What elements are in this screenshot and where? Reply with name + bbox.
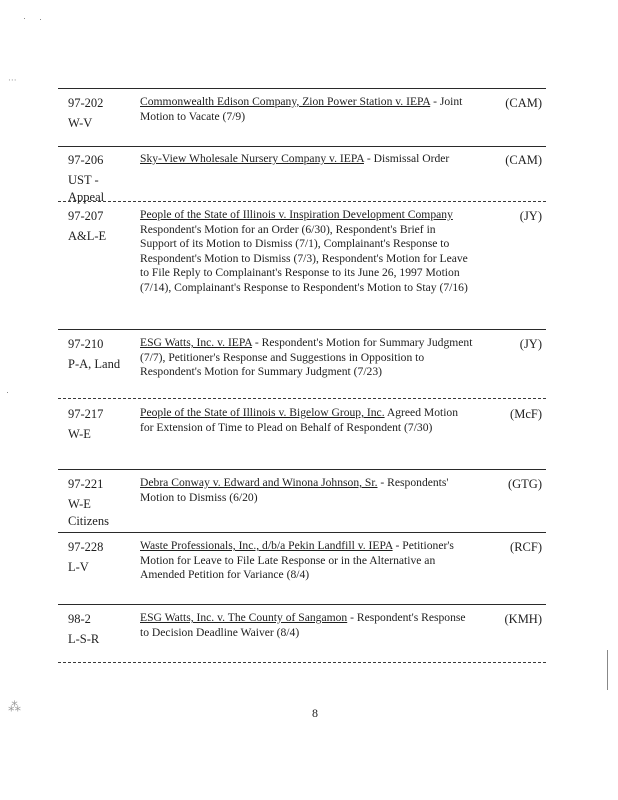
filing-text: Agreed Motion for Extension of Time to Plead on Behalf of Respondent (7/30) xyxy=(140,406,459,434)
entry-description xyxy=(140,208,474,296)
docket-number: 97-207 xyxy=(68,209,104,223)
hearing-officer: (JY) xyxy=(519,209,542,223)
docket-number: 97-228 xyxy=(68,540,104,554)
table-rule xyxy=(58,146,546,147)
case-title: Sky-View Wholesale Nursery Company v. IEPA xyxy=(140,152,364,165)
docket-number: 97-202 xyxy=(68,96,104,110)
docket-cell xyxy=(68,95,138,135)
hearing-officer: (CAM) xyxy=(505,96,542,110)
docket-number: 97-206 xyxy=(68,153,104,167)
table-rule xyxy=(58,662,546,663)
case-title: People of the State of Illinois v. Inspiration Development Company xyxy=(140,208,453,221)
docket-type: A&L-E xyxy=(68,229,107,243)
scan-stamp-mark: ⁂ xyxy=(8,700,21,715)
filing-text: Respondent's Motion for an Order (6/30), Respondent's Brief in Support of its Motion to Dismiss (7/1), Complainant's Response to Respondent's Motion to Dismiss (7/3), Respondent's Motion for Leave to File Reply to Complainant's Response to its June 26, 1997 Motion (7/14), Complainant's Response to Respondent's Motion to Stay (7/16) xyxy=(140,222,468,294)
scan-speck-mark: ··· xyxy=(8,76,17,86)
table-rule xyxy=(58,469,546,470)
case-title: ESG Watts, Inc. v. The County of Sangamon xyxy=(140,611,348,624)
entry-description xyxy=(140,95,474,124)
table-rule xyxy=(58,88,546,89)
docket-type: W-E xyxy=(68,427,91,441)
scan-speck xyxy=(24,18,25,19)
entry-description xyxy=(140,611,474,640)
docket-number: 98-2 xyxy=(68,612,91,626)
docket-cell xyxy=(68,611,138,651)
docket-cell xyxy=(68,539,138,579)
entry-description xyxy=(140,539,474,583)
filing-text: - Respondent's Motion for Summary Judgment (7/7), Petitioner's Response and Suggestions in Opposition to Respondent's Motion for Summary Judgment (7/23) xyxy=(140,336,473,379)
docket-cell xyxy=(68,336,138,376)
docket-number: 97-221 xyxy=(68,477,104,491)
scan-edge-mark xyxy=(607,650,608,690)
scan-speck xyxy=(40,19,41,20)
entry-description xyxy=(140,152,474,167)
hearing-officer: (McF) xyxy=(510,407,542,421)
case-title: Debra Conway v. Edward and Winona Johnson, Sr. xyxy=(140,476,378,489)
docket-cell xyxy=(68,476,138,533)
table-rule xyxy=(58,329,546,330)
hearing-officer: (GTG) xyxy=(507,477,542,491)
case-title: Commonwealth Edison Company, Zion Power Station v. IEPA xyxy=(140,95,431,108)
case-title: People of the State of Illinois v. Bigelow Group, Inc. xyxy=(140,406,385,419)
hearing-officer: (RCF) xyxy=(510,540,542,554)
filing-text: - Petitioner's Motion for Leave to File Late Response or in the Alternative an Amended Petition for Variance (8/4) xyxy=(140,539,454,582)
docket-cell xyxy=(68,406,138,446)
docket-type: P-A, Land xyxy=(68,357,121,371)
docket-cell xyxy=(68,208,138,248)
entry-description xyxy=(140,336,474,380)
docket-cell xyxy=(68,152,138,209)
docket-type: L-S-R xyxy=(68,632,100,646)
filing-text: - Dismissal Order xyxy=(363,152,450,165)
table-rule xyxy=(58,604,546,605)
docket-type: UST - Appeal xyxy=(68,173,105,204)
entry-description xyxy=(140,476,474,505)
docket-number: 97-210 xyxy=(68,337,104,351)
hearing-officer: (CAM) xyxy=(505,153,542,167)
case-title: Waste Professionals, Inc., d/b/a Pekin Landfill v. IEPA xyxy=(140,539,393,552)
docket-type: W-E Citizens xyxy=(68,497,109,528)
hearing-officer: (JY) xyxy=(519,337,542,351)
case-title: ESG Watts, Inc. v. IEPA xyxy=(140,336,253,349)
page-number: 8 xyxy=(312,706,318,720)
docket-type: L-V xyxy=(68,560,89,574)
docket-type: W-V xyxy=(68,116,93,130)
filing-text: - Respondents' Motion to Dismiss (6/20) xyxy=(140,476,449,504)
docket-number: 97-217 xyxy=(68,407,104,421)
entry-description xyxy=(140,406,474,435)
scan-speck xyxy=(7,392,8,393)
filing-text: - Respondent's Response to Decision Deadline Waiver (8/4) xyxy=(140,611,466,639)
hearing-officer: (KMH) xyxy=(504,612,542,626)
filing-text: - Joint Motion to Vacate (7/9) xyxy=(140,95,463,123)
table-rule xyxy=(58,398,546,399)
